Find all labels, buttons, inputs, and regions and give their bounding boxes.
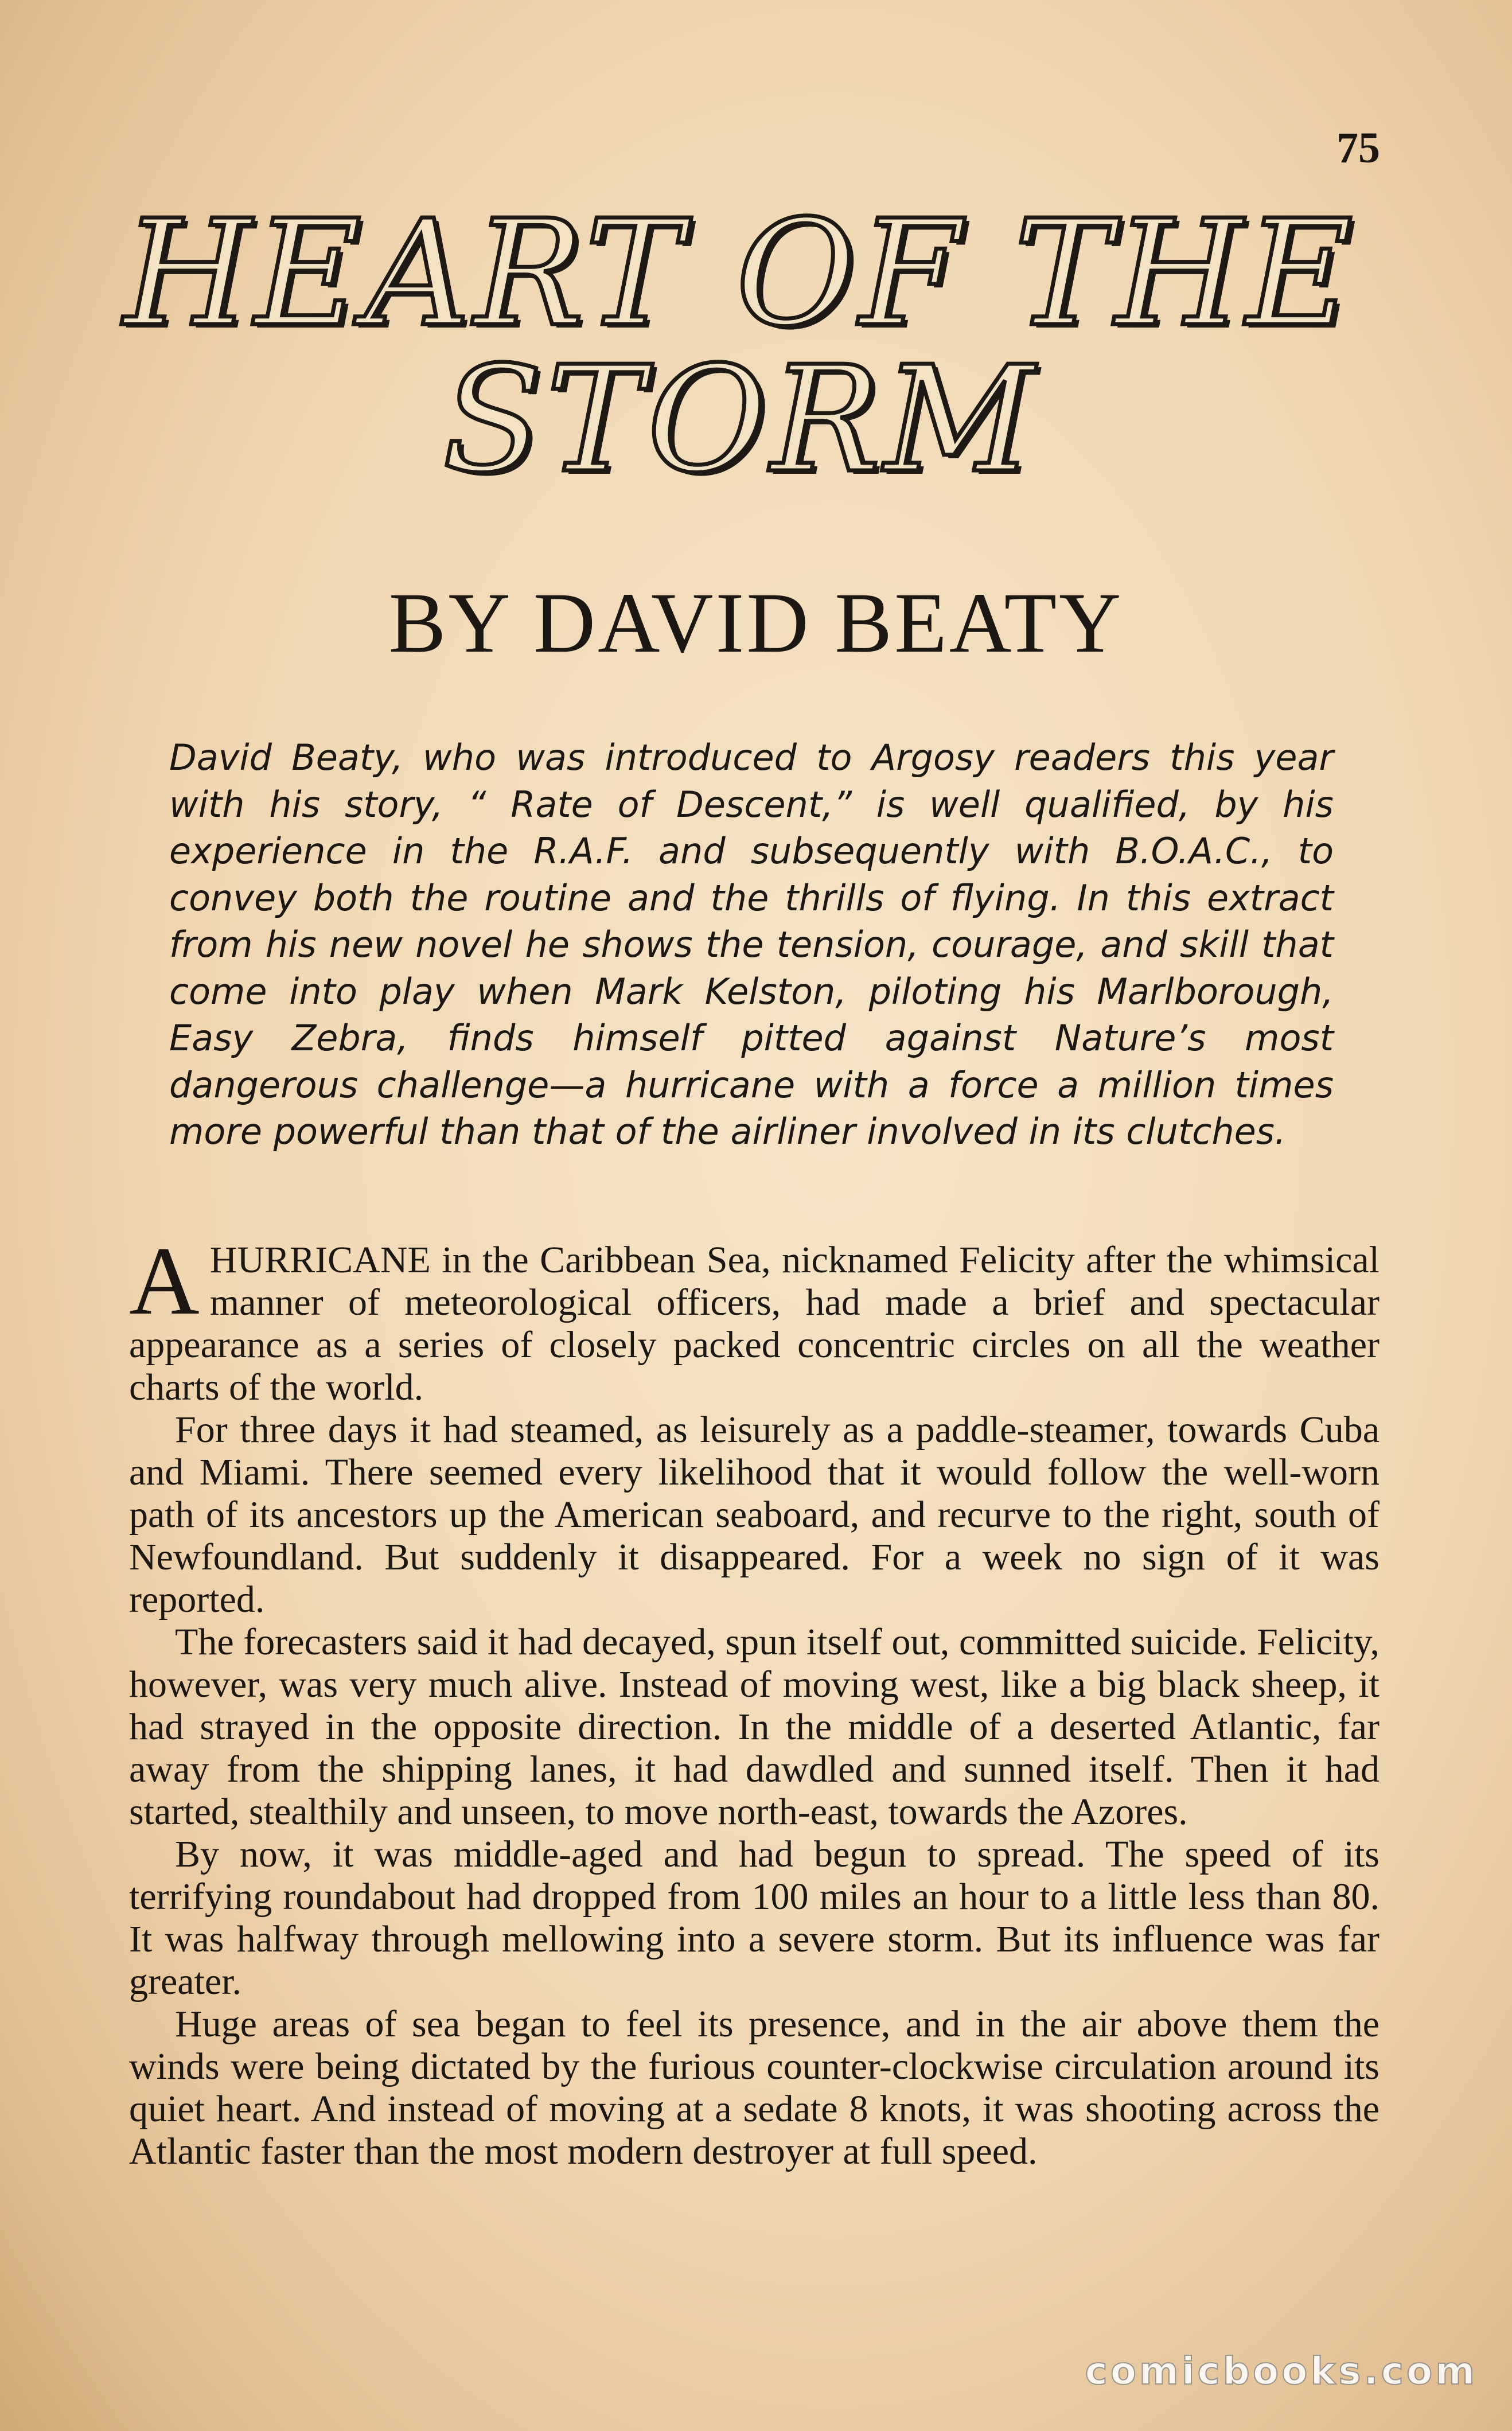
body-paragraph-1-text: HURRICANE in the Caribbean Sea, nicknamed Felicity after the whimsical manner of meteorological officers, had made a brief and spectacular appearance as a series of closely packed concentric circles on all the weather charts of the world. xyxy=(129,1239,1379,1408)
body-paragraph-3: The forecasters said it had decayed, spun itself out, committed suicide. Felicity, however, was very much alive. Instead of moving west, like a big black sheep, it had strayed in the opposite direction. In the middle of a deserted Atlantic, far away from the shipping lanes, it had dawdled and sunned itself. Then it had started, stealthily and unseen, to move north-east, towards the Azores. xyxy=(129,1621,1379,1833)
story-title xyxy=(115,189,1365,505)
page-number: 75 xyxy=(1336,124,1380,172)
drop-cap: A xyxy=(129,1227,200,1335)
title-line-1: HEART OF THE xyxy=(123,189,1357,359)
title-line-2: STORM xyxy=(442,335,1038,505)
body-paragraph-5: Huge areas of sea began to feel its presence, and in the air above them the winds were being dictated by the furious counter-clockwise circulation around its quiet heart. And instead of moving at a sedate 8 knots, it was shooting across the Atlantic faster than the most modern destroyer at full speed. xyxy=(129,2003,1379,2172)
intro-paragraph: David Beaty, who was introduced to Argosy readers this year with his story, “ Rate of Descent,” is well qualified, by his experience in the R.A.F. and subsequently with B.O.A.C., to convey both the routine and the thrills of flying. In this extract from his new novel he shows the tension, courage, and skill that come into play when Mark Kelston, piloting his Marlborough, Easy Zebra, finds himself pitted against Nature’s most dangerous challenge—a hurricane with a force a million times more powerful than that of the airliner involved in its clutches. xyxy=(169,737,1334,1152)
watermark-logo: comicbooks.com xyxy=(1085,2349,1478,2393)
body-paragraph-2: For three days it had steamed, as leisurely as a paddle-steamer, towards Cuba and Miami. There seemed every likelihood that it would follow the well-worn path of its ancestors up the American seaboard, and recurve to the right, south of Newfoundland. But suddenly it disappeared. For a week no sign of it was reported. xyxy=(129,1409,1379,1620)
body-paragraph-1 xyxy=(129,1227,1379,1409)
body-paragraph-4: By now, it was middle-aged and had begun to spread. The speed of its terrifying roundabout had dropped from 100 miles an hour to a little less than 80. It was halfway through mellowing into a severe storm. But its influence was far greater. xyxy=(129,1833,1379,2003)
byline: BY DAVID BEATY xyxy=(388,575,1124,671)
story-body xyxy=(129,1227,1379,2173)
